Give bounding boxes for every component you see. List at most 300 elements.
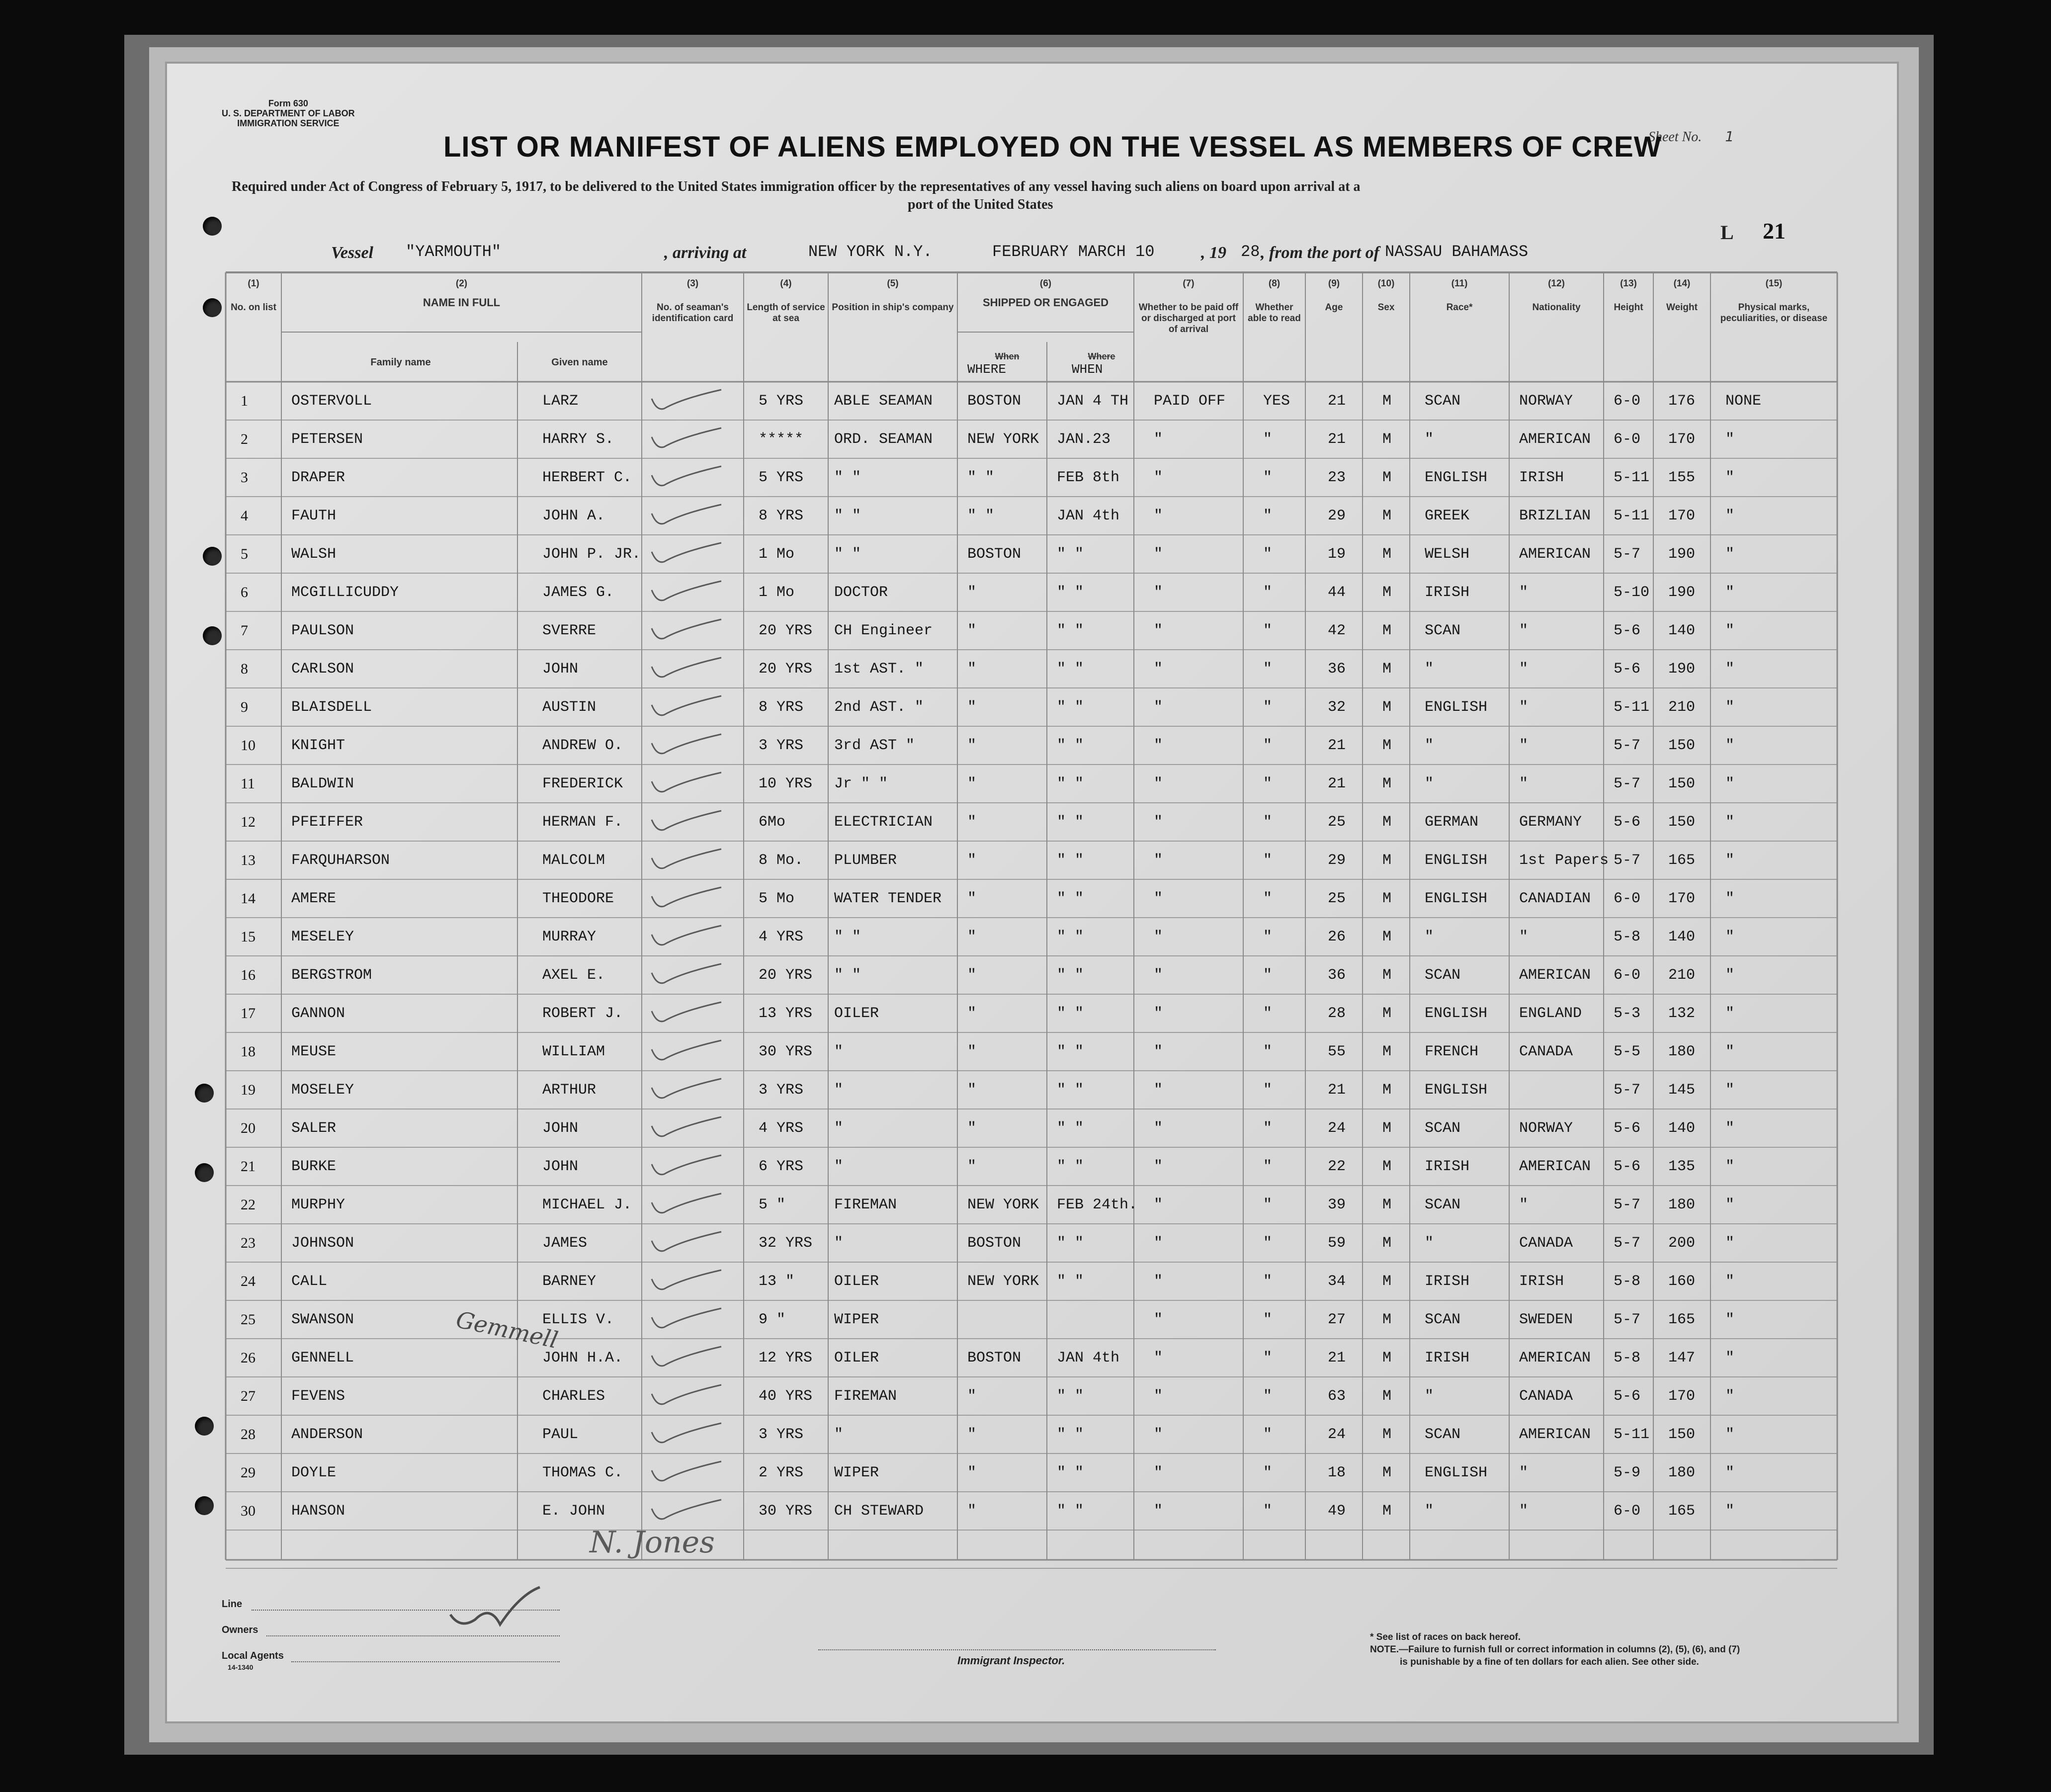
- cell-service: 5 YRS: [759, 393, 804, 410]
- cell-service: 13 ": [759, 1273, 795, 1290]
- cell-nat: SWEDEN: [1519, 1311, 1573, 1328]
- cell-no: 17: [241, 1005, 256, 1022]
- cell-read: ": [1263, 469, 1273, 486]
- cell-nat: ": [1519, 1464, 1529, 1481]
- cell-service: 9 ": [759, 1311, 786, 1328]
- cell-no: 3: [241, 469, 248, 486]
- cell-service: 3 YRS: [759, 737, 804, 754]
- cell-family: BLAISDELL: [291, 699, 372, 716]
- column-number: (4): [780, 278, 792, 289]
- cell-age: 19: [1328, 546, 1346, 563]
- cell-family: MEUSE: [291, 1043, 337, 1060]
- cell-read: ": [1263, 1273, 1273, 1290]
- cell-race: SCAN: [1425, 1196, 1461, 1213]
- cell-service: 8 Mo.: [759, 852, 804, 869]
- cell-height: 5-7: [1614, 1235, 1641, 1252]
- cell-race: ENGLISH: [1425, 1082, 1488, 1099]
- cell-race: IRISH: [1425, 1158, 1470, 1175]
- cell-read: ": [1263, 1005, 1273, 1022]
- check-mark: [647, 733, 726, 763]
- cell-no: 11: [241, 775, 255, 792]
- cell-age: 21: [1328, 775, 1346, 792]
- cell-sex: M: [1382, 1235, 1392, 1252]
- cell-weight: 160: [1668, 1273, 1696, 1290]
- struck-where-label: Where: [1088, 351, 1115, 361]
- cell-when: " ": [1057, 1273, 1084, 1290]
- check-mark: [647, 810, 726, 840]
- cell-no: 23: [241, 1235, 256, 1251]
- cell-marks: ": [1725, 1503, 1735, 1520]
- check-mark: [647, 1422, 726, 1452]
- cell-paid: ": [1154, 1158, 1163, 1175]
- cell-service: 6 YRS: [759, 1158, 804, 1175]
- cell-given: JOHN A.: [542, 508, 605, 524]
- cell-age: 36: [1328, 661, 1346, 678]
- cell-service: 8 YRS: [759, 699, 804, 716]
- cell-service: 4 YRS: [759, 929, 804, 945]
- cell-read: ": [1263, 699, 1273, 716]
- cell-paid: ": [1154, 737, 1163, 754]
- manifest-page: [167, 64, 1897, 1721]
- cell-sex: M: [1382, 1311, 1392, 1328]
- cell-family: WALSH: [291, 546, 337, 563]
- cell-no: 7: [241, 622, 248, 639]
- cell-read: ": [1263, 1311, 1273, 1328]
- cell-weight: 140: [1668, 1120, 1696, 1137]
- cell-marks: ": [1725, 1464, 1735, 1481]
- when-subhead: WHEN: [1072, 362, 1103, 377]
- cell-height: 5-11: [1614, 1426, 1650, 1443]
- binder-hole: [203, 626, 222, 645]
- cell-paid: ": [1154, 661, 1163, 678]
- cell-given: MICHAEL J.: [542, 1196, 632, 1213]
- cell-no: 14: [241, 890, 256, 907]
- cell-where: ": [967, 1388, 977, 1405]
- column-number: (9): [1328, 278, 1340, 289]
- cell-family: JOHNSON: [291, 1235, 354, 1252]
- cell-weight: 170: [1668, 890, 1696, 907]
- cell-paid: ": [1154, 1196, 1163, 1213]
- cell-nat: ": [1519, 699, 1529, 716]
- cell-when: JAN 4 TH: [1057, 393, 1129, 410]
- cell-nat: ": [1519, 929, 1529, 945]
- cell-read: ": [1263, 929, 1273, 945]
- cell-read: ": [1263, 1120, 1273, 1137]
- cell-nat: AMERICAN: [1519, 967, 1591, 984]
- cell-given: MURRAY: [542, 929, 597, 945]
- cell-race: SCAN: [1425, 967, 1461, 984]
- cell-given: THOMAS C.: [542, 1464, 623, 1481]
- cell-where: ": [967, 1120, 977, 1137]
- cell-weight: 190: [1668, 661, 1696, 678]
- cell-no: 16: [241, 967, 256, 983]
- cell-age: 24: [1328, 1426, 1346, 1443]
- check-mark: [647, 465, 726, 495]
- cell-when: " ": [1057, 661, 1084, 678]
- cell-weight: 180: [1668, 1464, 1696, 1481]
- cell-paid: ": [1154, 1235, 1163, 1252]
- cell-when: " ": [1057, 1158, 1084, 1175]
- cell-weight: 190: [1668, 584, 1696, 601]
- cell-position: FIREMAN: [834, 1388, 897, 1405]
- cell-race: IRISH: [1425, 1273, 1470, 1290]
- cell-race: GREEK: [1425, 508, 1470, 524]
- cell-given: JAMES: [542, 1235, 588, 1252]
- cell-weight: 176: [1668, 393, 1696, 410]
- cell-sex: M: [1382, 1005, 1392, 1022]
- cell-height: 5-6: [1614, 1158, 1641, 1175]
- cell-position: ": [834, 1082, 844, 1099]
- cell-height: 5-7: [1614, 1196, 1641, 1213]
- arrival-year: 28: [1241, 243, 1260, 261]
- page-number: 21: [1763, 218, 1786, 244]
- cell-when: " ": [1057, 1082, 1084, 1099]
- cell-race: GERMAN: [1425, 814, 1479, 831]
- cell-where: BOSTON: [967, 1235, 1022, 1252]
- inspector-blank: [818, 1649, 1216, 1650]
- cell-given: HERBERT C.: [542, 469, 632, 486]
- cell-position: 2nd AST. ": [834, 699, 924, 716]
- cell-given: JOHN H.A.: [542, 1350, 623, 1366]
- cell-family: MOSELEY: [291, 1082, 354, 1099]
- cell-service: 5 ": [759, 1196, 786, 1213]
- cell-where: ": [967, 584, 977, 601]
- cell-family: SALER: [291, 1120, 337, 1137]
- cell-service: 20 YRS: [759, 661, 813, 678]
- cell-given: JOHN: [542, 1158, 579, 1175]
- cell-service: 40 YRS: [759, 1388, 813, 1405]
- cell-position: ": [834, 1426, 844, 1443]
- cell-height: 5-6: [1614, 622, 1641, 639]
- cell-sex: M: [1382, 1388, 1392, 1405]
- footer-line-label: Line: [222, 1599, 243, 1610]
- cell-position: PLUMBER: [834, 852, 897, 869]
- cell-height: 5-6: [1614, 814, 1641, 831]
- column-header: Age: [1325, 302, 1343, 313]
- cell-height: 5-8: [1614, 1273, 1641, 1290]
- cell-position: WIPER: [834, 1464, 879, 1481]
- cell-sex: M: [1382, 393, 1392, 410]
- cell-sex: M: [1382, 929, 1392, 945]
- cell-service: 13 YRS: [759, 1005, 813, 1022]
- cell-position: 3rd AST ": [834, 737, 915, 754]
- cell-when: " ": [1057, 1388, 1084, 1405]
- cell-given: JOHN P. JR.: [542, 546, 641, 563]
- check-mark: [647, 1078, 726, 1108]
- cell-weight: 155: [1668, 469, 1696, 486]
- cell-read: ": [1263, 1196, 1273, 1213]
- cell-no: 13: [241, 852, 256, 868]
- cell-height: 6-0: [1614, 1503, 1641, 1520]
- check-mark: [647, 1231, 726, 1261]
- cell-paid: ": [1154, 1273, 1163, 1290]
- cell-sex: M: [1382, 1273, 1392, 1290]
- binder-hole: [195, 1496, 214, 1515]
- cell-age: 63: [1328, 1388, 1346, 1405]
- check-mark: [647, 1499, 726, 1529]
- cell-age: 29: [1328, 852, 1346, 869]
- cell-when: " ": [1057, 967, 1084, 984]
- from-label: , from the port of: [1261, 244, 1379, 262]
- cell-read: YES: [1263, 393, 1290, 410]
- cell-sex: M: [1382, 622, 1392, 639]
- cell-nat: ": [1519, 775, 1529, 792]
- cell-race: SCAN: [1425, 1426, 1461, 1443]
- cell-read: ": [1263, 890, 1273, 907]
- owners-blank: [266, 1635, 560, 1636]
- cell-paid: ": [1154, 852, 1163, 869]
- cell-paid: PAID OFF: [1154, 393, 1226, 410]
- check-mark: [647, 1269, 726, 1299]
- cell-family: BURKE: [291, 1158, 337, 1175]
- column-header: Physical marks, peculiarities, or disease: [1720, 302, 1828, 324]
- column-header: Height: [1614, 302, 1643, 313]
- cell-race: ": [1425, 929, 1434, 945]
- cell-position: " ": [834, 929, 861, 945]
- cell-sex: M: [1382, 1503, 1392, 1520]
- column-number: (1): [248, 278, 259, 289]
- cell-marks: ": [1725, 469, 1735, 486]
- footer-owners-label: Owners: [222, 1624, 258, 1635]
- cell-family: FEVENS: [291, 1388, 345, 1405]
- arriving-label: , arriving at: [664, 244, 747, 262]
- cell-service: 1 Mo: [759, 546, 795, 563]
- cell-age: 21: [1328, 393, 1346, 410]
- cell-race: ": [1425, 1503, 1434, 1520]
- cell-weight: 180: [1668, 1043, 1696, 1060]
- cell-read: ": [1263, 661, 1273, 678]
- cell-family: MCGILLICUDDY: [291, 584, 399, 601]
- cell-paid: ": [1154, 546, 1163, 563]
- cell-race: ENGLISH: [1425, 890, 1488, 907]
- cell-marks: ": [1725, 890, 1735, 907]
- cell-race: ": [1425, 1388, 1434, 1405]
- cell-where: NEW YORK: [967, 431, 1039, 448]
- cell-weight: 165: [1668, 1503, 1696, 1520]
- column-header: NAME IN FULL: [423, 296, 501, 309]
- family-name-subhead: Family name: [370, 357, 431, 368]
- cell-family: PFEIFFER: [291, 814, 363, 831]
- cell-weight: 165: [1668, 852, 1696, 869]
- line-blank: [252, 1610, 560, 1611]
- cell-given: ANDREW O.: [542, 737, 623, 754]
- cell-weight: 147: [1668, 1350, 1696, 1366]
- cell-family: BALDWIN: [291, 775, 354, 792]
- cell-race: WELSH: [1425, 546, 1470, 563]
- struck-when-label: When: [995, 351, 1020, 361]
- cell-nat: ": [1519, 1196, 1529, 1213]
- cell-where: BOSTON: [967, 393, 1022, 410]
- cell-where: ": [967, 1082, 977, 1099]
- check-mark: [647, 1460, 726, 1490]
- cell-position: 1st AST. ": [834, 661, 924, 678]
- cell-race: ENGLISH: [1425, 852, 1488, 869]
- cell-position: CH STEWARD: [834, 1503, 924, 1520]
- cell-height: 5-11: [1614, 699, 1650, 716]
- cell-sex: M: [1382, 584, 1392, 601]
- cell-read: ": [1263, 1158, 1273, 1175]
- cell-marks: ": [1725, 622, 1735, 639]
- cell-service: 12 YRS: [759, 1350, 813, 1366]
- cell-service: 2 YRS: [759, 1464, 804, 1481]
- cell-given: ELLIS V.: [542, 1311, 614, 1328]
- cell-family: MURPHY: [291, 1196, 345, 1213]
- cell-height: 5-7: [1614, 546, 1641, 563]
- check-mark: [647, 1307, 726, 1337]
- cell-read: ": [1263, 622, 1273, 639]
- cell-family: BERGSTROM: [291, 967, 372, 984]
- cell-sex: M: [1382, 1120, 1392, 1137]
- cell-nat: AMERICAN: [1519, 546, 1591, 563]
- cell-given: E. JOHN: [542, 1503, 605, 1520]
- cell-race: ": [1425, 1235, 1434, 1252]
- arrival-port: NEW YORK N.Y.: [808, 243, 933, 261]
- check-mark: [647, 580, 726, 610]
- cell-when: " ": [1057, 814, 1084, 831]
- cell-marks: ": [1725, 1350, 1735, 1366]
- cell-position: WATER TENDER: [834, 890, 942, 907]
- cell-nat: IRISH: [1519, 469, 1564, 486]
- cell-read: ": [1263, 1464, 1273, 1481]
- cell-nat: ": [1519, 1503, 1529, 1520]
- cell-paid: ": [1154, 814, 1163, 831]
- cell-given: ARTHUR: [542, 1082, 597, 1099]
- cell-paid: ": [1154, 929, 1163, 945]
- cell-marks: ": [1725, 967, 1735, 984]
- column-header: Nationality: [1532, 302, 1581, 313]
- check-mark: [647, 1154, 726, 1184]
- cell-weight: 150: [1668, 814, 1696, 831]
- cell-nat: AMERICAN: [1519, 431, 1591, 448]
- cell-position: Jr " ": [834, 775, 888, 792]
- cell-race: IRISH: [1425, 584, 1470, 601]
- cell-given: JOHN: [542, 1120, 579, 1137]
- cell-no: 12: [241, 814, 256, 830]
- cell-position: OILER: [834, 1273, 879, 1290]
- cell-sex: M: [1382, 699, 1392, 716]
- column-header: Race*: [1446, 302, 1473, 313]
- cell-paid: ": [1154, 890, 1163, 907]
- cell-paid: ": [1154, 584, 1163, 601]
- cell-weight: 132: [1668, 1005, 1696, 1022]
- column-header: Whether able to read: [1248, 302, 1301, 324]
- cell-paid: ": [1154, 1350, 1163, 1366]
- cell-no: 24: [241, 1273, 256, 1289]
- cell-age: 28: [1328, 1005, 1346, 1022]
- cell-race: SCAN: [1425, 622, 1461, 639]
- cell-no: 18: [241, 1043, 256, 1060]
- cell-weight: 145: [1668, 1082, 1696, 1099]
- cell-nat: CANADA: [1519, 1388, 1573, 1405]
- cell-race: SCAN: [1425, 393, 1461, 410]
- cell-given: SVERRE: [542, 622, 597, 639]
- cell-given: LARZ: [542, 393, 579, 410]
- cell-when: " ": [1057, 1005, 1084, 1022]
- cell-height: 5-7: [1614, 775, 1641, 792]
- column-number: (12): [1548, 278, 1565, 289]
- cell-marks: ": [1725, 1043, 1735, 1060]
- check-mark: [647, 1001, 726, 1031]
- cell-sex: M: [1382, 1158, 1392, 1175]
- cell-weight: 200: [1668, 1235, 1696, 1252]
- cell-given: MALCOLM: [542, 852, 605, 869]
- cell-position: " ": [834, 469, 861, 486]
- cell-where: ": [967, 1158, 977, 1175]
- column-header: Whether to be paid off or discharged at port of arrival: [1138, 302, 1239, 335]
- column-number: (14): [1673, 278, 1691, 289]
- cell-age: 22: [1328, 1158, 1346, 1175]
- check-mark: [647, 618, 726, 648]
- check-mark: [647, 389, 726, 419]
- cell-read: ": [1263, 737, 1273, 754]
- cell-nat: ENGLAND: [1519, 1005, 1582, 1022]
- sheet-label: Sheet No.: [1648, 129, 1702, 145]
- cell-family: AMERE: [291, 890, 337, 907]
- cell-nat: NORWAY: [1519, 1120, 1573, 1137]
- cell-family: PAULSON: [291, 622, 354, 639]
- cell-paid: ": [1154, 1388, 1163, 1405]
- cell-paid: ": [1154, 1503, 1163, 1520]
- departure-port: NASSAU BAHAMASS: [1385, 243, 1529, 261]
- cell-paid: ": [1154, 967, 1163, 984]
- cell-when: " ": [1057, 1464, 1084, 1481]
- given-name-subhead: Given name: [551, 357, 608, 368]
- cell-family: OSTERVOLL: [291, 393, 372, 410]
- cell-height: 5-10: [1614, 584, 1650, 601]
- cell-nat: ": [1519, 737, 1529, 754]
- cell-when: " ": [1057, 699, 1084, 716]
- cell-service: 3 YRS: [759, 1426, 804, 1443]
- cell-marks: ": [1725, 1426, 1735, 1443]
- cell-sex: M: [1382, 852, 1392, 869]
- year-prefix: , 19: [1201, 244, 1226, 262]
- cell-no: 25: [241, 1311, 256, 1328]
- cell-no: 30: [241, 1503, 256, 1519]
- inspector-label: Immigrant Inspector.: [957, 1654, 1065, 1667]
- cell-marks: NONE: [1725, 393, 1762, 410]
- cell-position: WIPER: [834, 1311, 879, 1328]
- cell-race: SCAN: [1425, 1311, 1461, 1328]
- cell-weight: 210: [1668, 699, 1696, 716]
- cell-height: 5-8: [1614, 1350, 1641, 1366]
- cell-weight: 150: [1668, 1426, 1696, 1443]
- races-note: * See list of races on back hereof.: [1370, 1632, 1521, 1642]
- vessel-label: Vessel: [331, 244, 373, 262]
- binder-hole: [195, 1084, 214, 1103]
- cell-where: ": [967, 967, 977, 984]
- cell-family: GENNELL: [291, 1350, 354, 1366]
- cell-paid: ": [1154, 1464, 1163, 1481]
- cell-no: 9: [241, 699, 248, 715]
- cell-paid: ": [1154, 1120, 1163, 1137]
- cell-read: ": [1263, 814, 1273, 831]
- cell-read: ": [1263, 1426, 1273, 1443]
- cell-height: 5-11: [1614, 508, 1650, 524]
- cell-when: " ": [1057, 852, 1084, 869]
- cell-race: ENGLISH: [1425, 1464, 1488, 1481]
- subtitle-line-1: Required under Act of Congress of February 5, 1917, to be delivered to the United States immigration officer by the representatives of any vessel having such aliens on board upon arrival at a: [232, 179, 1361, 194]
- cell-height: 5-6: [1614, 661, 1641, 678]
- cell-given: WILLIAM: [542, 1043, 605, 1060]
- cell-read: ": [1263, 852, 1273, 869]
- cell-where: ": [967, 737, 977, 754]
- cell-when: " ": [1057, 1120, 1084, 1137]
- cell-position: ABLE SEAMAN: [834, 393, 933, 410]
- cell-height: 6-0: [1614, 393, 1641, 410]
- cell-position: FIREMAN: [834, 1196, 897, 1213]
- cell-no: 19: [241, 1082, 256, 1098]
- cell-height: 5-9: [1614, 1464, 1641, 1481]
